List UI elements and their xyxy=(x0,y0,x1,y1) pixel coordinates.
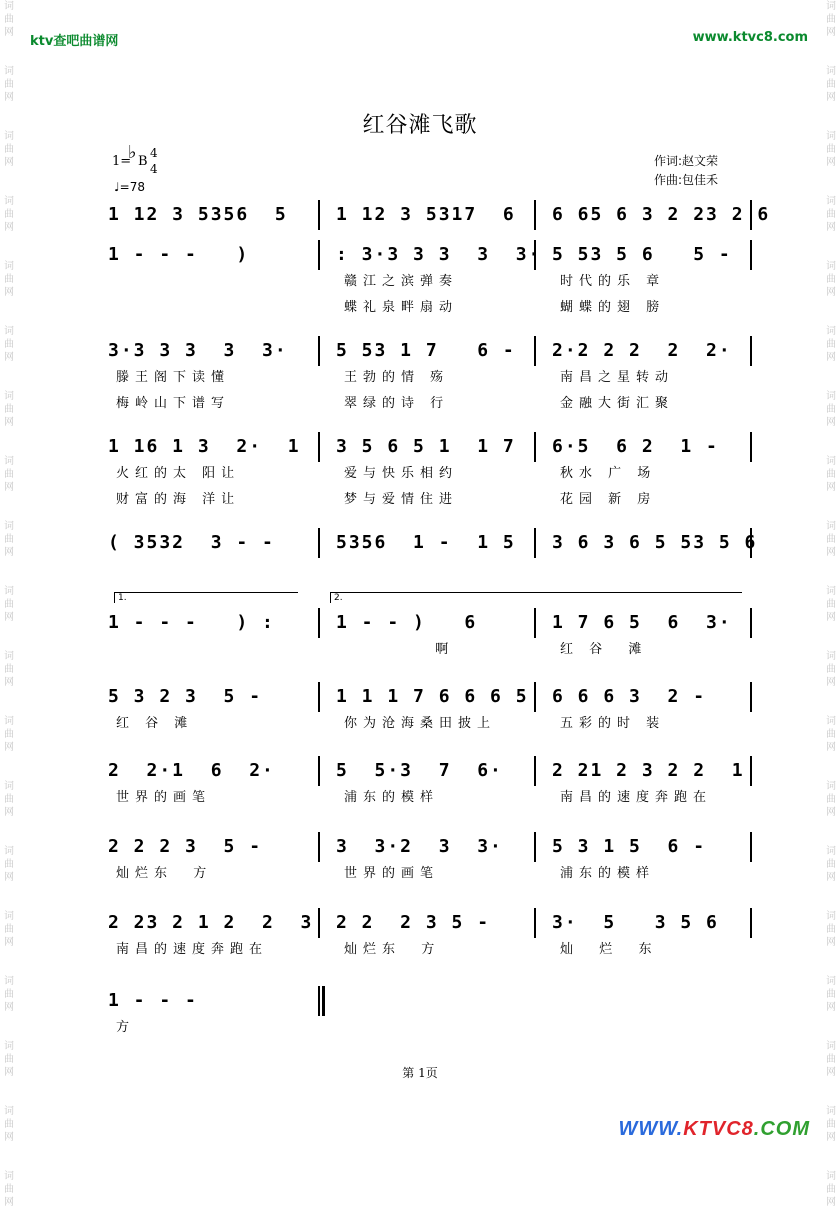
lyric-verse-2: 蝶礼泉畔扇动 xyxy=(344,300,459,315)
watermark-text: 词曲网 xyxy=(4,1171,14,1208)
left-watermark-strip xyxy=(2,0,16,1208)
volta-first-ending: 1. xyxy=(114,592,298,603)
note-measure-group: 2 23 2 1 2 2 3 xyxy=(108,912,314,933)
song-title: 红谷滩飞歌 xyxy=(362,113,478,138)
note-measure-group: ( 3532 3 - - xyxy=(108,532,275,553)
watermark-text: 词曲网 xyxy=(4,521,14,558)
lyric-verse-1: 红 谷 滩 xyxy=(560,642,648,657)
lyric-verse-1: 滕王阁下读懂 xyxy=(116,370,231,385)
key-label: 1= xyxy=(112,154,132,169)
note-measure-group: 1 12 3 5356 5 xyxy=(108,204,288,225)
site-logo[interactable] xyxy=(619,1118,811,1141)
watermark-text: 词曲网 xyxy=(826,1041,836,1078)
site-link-left[interactable]: ktv查吧曲谱网 xyxy=(30,34,119,49)
note-measure-group: 3 3·2 3 3· xyxy=(336,836,503,857)
watermark-text: 词曲网 xyxy=(4,456,14,493)
watermark-text: 词曲网 xyxy=(4,1,14,38)
barline xyxy=(318,756,320,786)
barline xyxy=(534,756,536,786)
watermark-text: 词曲网 xyxy=(4,586,14,623)
note-measure-group: 6 6 6 3 2 - xyxy=(552,686,707,707)
note-measure-group: 5 53 1 7 6 - xyxy=(336,340,516,361)
barline xyxy=(318,528,320,558)
barline xyxy=(750,240,752,270)
watermark-text: 词曲网 xyxy=(826,131,836,168)
lyric-verse-2: 翠绿的诗 行 xyxy=(344,396,450,411)
barline xyxy=(534,528,536,558)
lyric-verse-1: 世界的画笔 xyxy=(116,790,212,805)
credits xyxy=(654,152,718,190)
watermark-text: 词曲网 xyxy=(4,131,14,168)
note-measure-group: 6 65 6 3 2 23 2 6 xyxy=(552,204,771,225)
watermark-text: 词曲网 xyxy=(4,326,14,363)
lyric-verse-1: 红 谷 滩 xyxy=(116,716,194,731)
lyric-verse-1: 世界的画笔 xyxy=(344,866,440,881)
barline xyxy=(534,832,536,862)
key-note: B xyxy=(138,154,148,169)
note-measure-group: 1 16 1 3 2· 1 xyxy=(108,436,301,457)
barline xyxy=(318,986,320,1016)
note-measure-group: 5 3 1 5 6 - xyxy=(552,836,707,857)
watermark-text: 词曲网 xyxy=(4,391,14,428)
lyric-verse-1: 方 xyxy=(116,1020,136,1035)
watermark-text: 词曲网 xyxy=(4,846,14,883)
time-signature-numerator: 4 xyxy=(150,146,158,160)
barline xyxy=(318,908,320,938)
note-measure-group: 2·2 2 2 2 2· xyxy=(552,340,732,361)
watermark-text: 词曲网 xyxy=(826,261,836,298)
note-measure-group: 5356 1 - 1 5 xyxy=(336,532,516,553)
watermark-text: 词曲网 xyxy=(826,1171,836,1208)
lyric-verse-1: 五彩的时 装 xyxy=(560,716,666,731)
watermark-text: 词曲网 xyxy=(4,1041,14,1078)
barline xyxy=(534,608,536,638)
lyric-verse-2: 梅岭山下谱写 xyxy=(116,396,231,411)
barline xyxy=(318,432,320,462)
watermark-text: 词曲网 xyxy=(826,1106,836,1143)
watermark-text: 词曲网 xyxy=(4,1106,14,1143)
watermark-text: 词曲网 xyxy=(4,716,14,753)
logo-part-com: .COM xyxy=(753,1118,810,1140)
watermark-text: 词曲网 xyxy=(826,326,836,363)
watermark-text: 词曲网 xyxy=(826,976,836,1013)
barline xyxy=(534,908,536,938)
watermark-text: 词曲网 xyxy=(4,196,14,233)
barline xyxy=(750,608,752,638)
barline xyxy=(318,682,320,712)
watermark-text: 词曲网 xyxy=(4,66,14,103)
tempo-marking: ♩=78 xyxy=(114,180,145,194)
watermark-text: 词曲网 xyxy=(4,911,14,948)
barline xyxy=(534,682,536,712)
barline xyxy=(750,832,752,862)
note-measure-group: 3· 5 3 5 6 xyxy=(552,912,719,933)
flat-symbol: ♭ xyxy=(128,142,137,163)
watermark-text: 词曲网 xyxy=(826,391,836,428)
barline xyxy=(750,908,752,938)
lyric-verse-1: 浦东的模样 xyxy=(560,866,656,881)
barline xyxy=(318,336,320,366)
note-measure-group: : 3·3 3 3 3 3· xyxy=(336,244,542,265)
lyric-verse-2: 蝴蝶的翅 膀 xyxy=(560,300,666,315)
note-measure-group: 3 5 6 5 1 1 7 xyxy=(336,436,516,457)
barline xyxy=(318,200,320,230)
note-measure-group: 2 21 2 3 2 2 1 xyxy=(552,760,745,781)
barline xyxy=(534,336,536,366)
watermark-text: 词曲网 xyxy=(4,651,14,688)
lyric-verse-1: 南昌之星转动 xyxy=(560,370,675,385)
lyric-verse-2: 财富的海 洋让 xyxy=(116,492,241,507)
lyric-verse-1: 啊 xyxy=(344,642,455,657)
lyric-verse-1: 火红的太 阳让 xyxy=(116,466,241,481)
watermark-text: 词曲网 xyxy=(826,651,836,688)
watermark-text: 词曲网 xyxy=(826,66,836,103)
note-measure-group: 2 2 2 3 5 - xyxy=(336,912,491,933)
note-measure-group: 1 7 6 5 6 3· xyxy=(552,612,732,633)
watermark-text: 词曲网 xyxy=(4,261,14,298)
lyric-verse-2: 梦与爱情住进 xyxy=(344,492,459,507)
barline xyxy=(750,336,752,366)
lyricist: 作词:赵文荣 xyxy=(654,154,719,168)
logo-part-ktvc8: KTVC8 xyxy=(683,1118,754,1140)
watermark-text: 词曲网 xyxy=(826,716,836,753)
watermark-text: 词曲网 xyxy=(826,781,836,818)
barline xyxy=(750,432,752,462)
barline xyxy=(318,832,320,862)
lyric-verse-1: 王勃的情 殇 xyxy=(344,370,450,385)
time-signature-denominator: 4 xyxy=(150,162,158,176)
note-measure-group: 5 53 5 6 5 - xyxy=(552,244,732,265)
note-measure-group: 6·5 6 2 1 - xyxy=(552,436,719,457)
watermark-text: 词曲网 xyxy=(826,911,836,948)
lyric-verse-1: 浦东的模样 xyxy=(344,790,440,805)
watermark-text: 词曲网 xyxy=(4,976,14,1013)
lyric-verse-1: 灿烂东 方 xyxy=(116,866,213,881)
site-link-right[interactable]: www.ktvc8.com xyxy=(692,30,808,45)
note-measure-group: 5 3 2 3 5 - xyxy=(108,686,263,707)
composer: 作曲:包佳禾 xyxy=(654,173,719,187)
note-measure-group: 1 - - - xyxy=(108,990,198,1011)
barline xyxy=(534,432,536,462)
lyric-verse-1: 爱与快乐相约 xyxy=(344,466,459,481)
note-measure-group: 5 5·3 7 6· xyxy=(336,760,503,781)
lyric-verse-1: 灿 烂 东 xyxy=(560,942,658,957)
note-measure-group: 1 12 3 5317 6 xyxy=(336,204,516,225)
watermark-text: 词曲网 xyxy=(826,1,836,38)
right-watermark-strip xyxy=(824,0,838,1208)
lyric-verse-1: 你为沧海桑田披上 xyxy=(344,716,497,731)
volta-second-ending: 2. xyxy=(330,592,742,603)
logo-part-www: WWW. xyxy=(618,1118,684,1140)
note-measure-group: 1 - - ) 6 xyxy=(336,612,478,633)
note-measure-group: 1 - - - ) xyxy=(108,244,250,265)
note-measure-group: 1 - - - ) : xyxy=(108,612,275,633)
barline xyxy=(750,756,752,786)
page-number: 第 1页 xyxy=(402,1066,438,1080)
watermark-text: 词曲网 xyxy=(826,521,836,558)
note-measure-group: 3 6 3 6 5 53 5 6 xyxy=(552,532,758,553)
watermark-text: 词曲网 xyxy=(826,196,836,233)
lyric-verse-1: 赣江之滨弹奏 xyxy=(344,274,459,289)
lyric-verse-1: 灿烂东 方 xyxy=(344,942,441,957)
note-measure-group: 2 2 2 3 5 - xyxy=(108,836,263,857)
lyric-verse-1: 南昌的速度奔跑在 xyxy=(560,790,713,805)
final-barline xyxy=(322,986,325,1016)
note-measure-group: 2 2·1 6 2· xyxy=(108,760,275,781)
note-measure-group: 3·3 3 3 3 3· xyxy=(108,340,288,361)
lyric-verse-2: 金融大街汇聚 xyxy=(560,396,675,411)
barline xyxy=(750,682,752,712)
note-measure-group: 1 1 1 7 6 6 6 5 xyxy=(336,686,529,707)
lyric-verse-1: 南昌的速度奔跑在 xyxy=(116,942,269,957)
lyric-verse-1: 时代的乐 章 xyxy=(560,274,666,289)
barline xyxy=(318,608,320,638)
watermark-text: 词曲网 xyxy=(826,586,836,623)
barline xyxy=(534,200,536,230)
barline xyxy=(318,240,320,270)
watermark-text: 词曲网 xyxy=(826,846,836,883)
watermark-text: 词曲网 xyxy=(4,781,14,818)
lyric-verse-2: 花园 新 房 xyxy=(560,492,657,507)
lyric-verse-1: 秋水 广 场 xyxy=(560,466,657,481)
watermark-text: 词曲网 xyxy=(826,456,836,493)
